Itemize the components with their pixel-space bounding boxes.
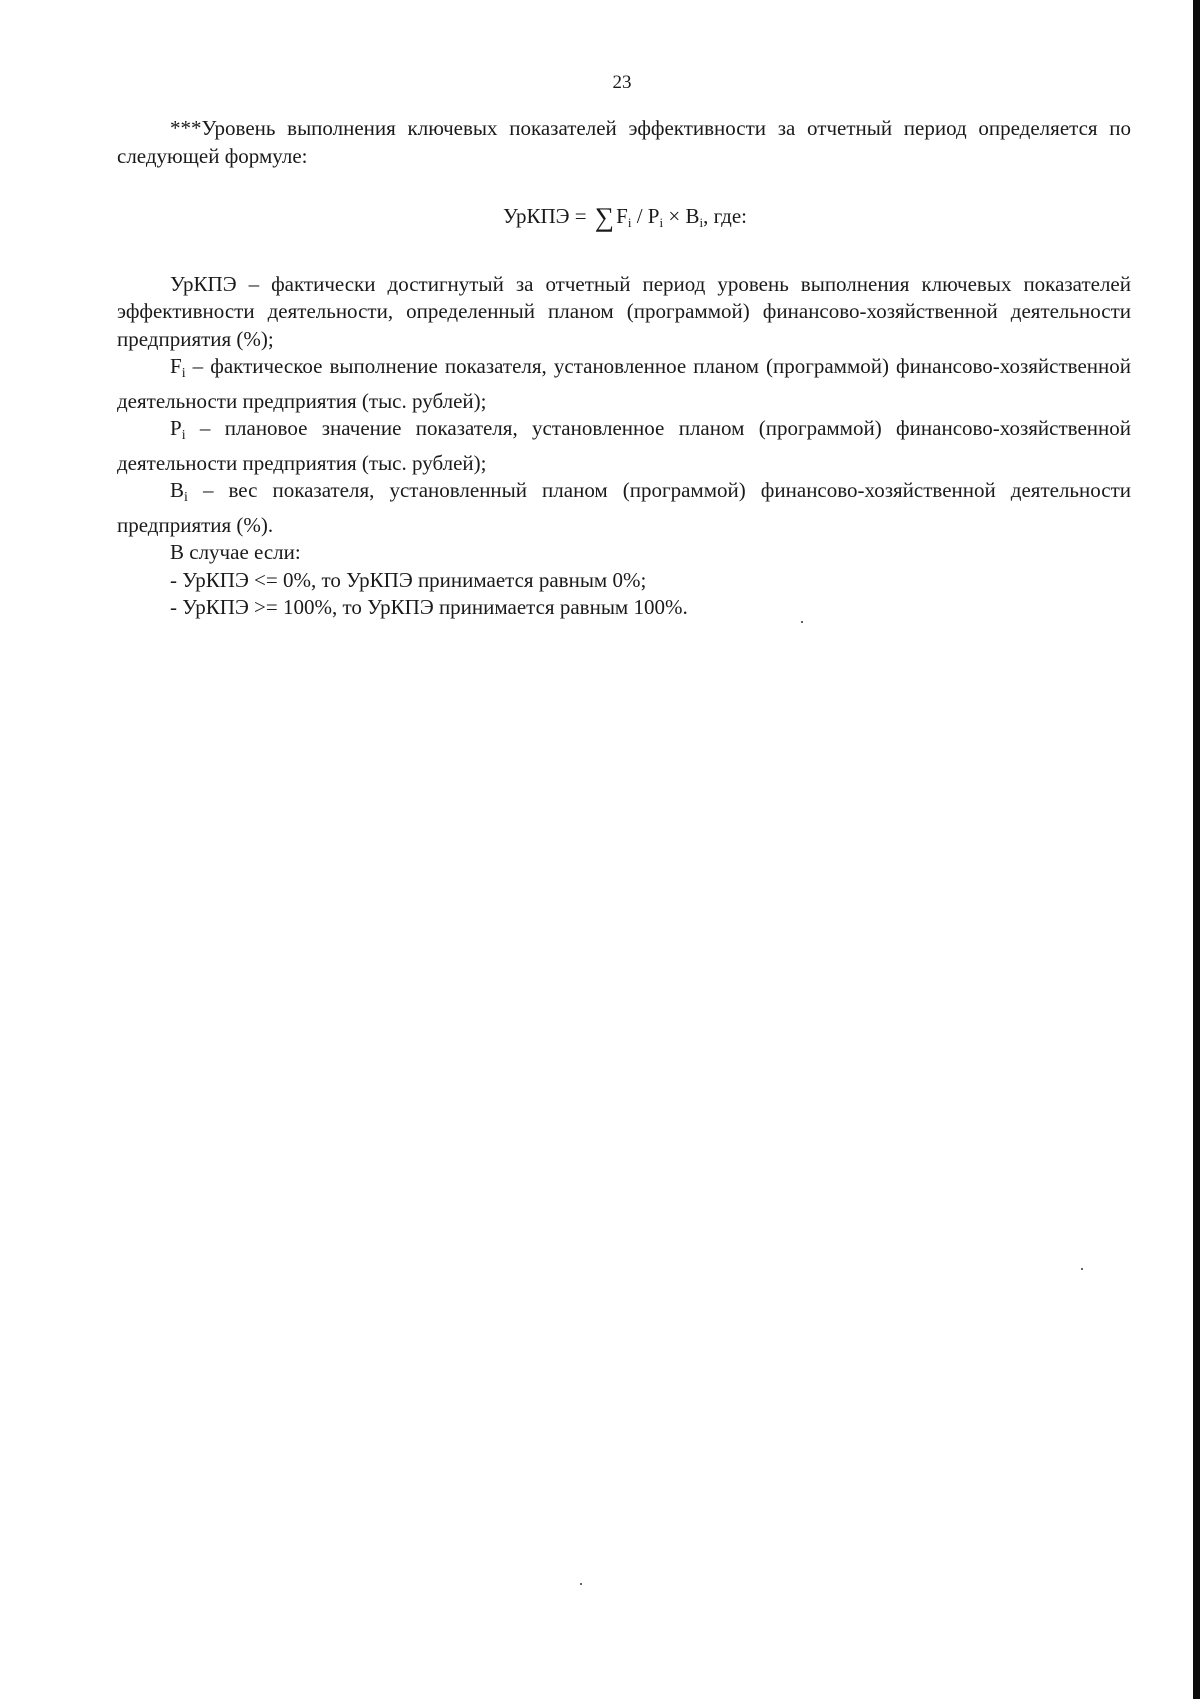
formula-lhs: УрКПЭ [502, 204, 570, 228]
scan-speck [801, 621, 803, 623]
definition-text: – фактически достигнутый за отчетный период уровень выполнения ключевых показателей эффективности деятельности, определенный планом (программой) финансово-хозяйственной деятельности предприятия (%); [117, 271, 1131, 351]
term-letter: F [170, 354, 182, 378]
definition-text: – фактическое выполнение показателя, установленное планом (программой) финансово-хозяйственной деятельности предприятия (тыс. рублей); [117, 354, 1131, 413]
definition-fi [117, 353, 1131, 415]
definition-bi [117, 477, 1131, 539]
definition-pi [117, 415, 1131, 477]
definition-term: УрКПЭ [170, 271, 237, 296]
definition-text: – плановое значение показателя, установленное планом (программой) финансово-хозяйственной деятельности предприятия (тыс. рублей); [117, 416, 1131, 475]
definition-term [170, 354, 186, 381]
formula-p-index: i [659, 215, 664, 230]
formula-equals: = [574, 204, 587, 228]
term-letter: B [170, 478, 185, 502]
formula-tail: , где: [703, 204, 748, 228]
term-index: i [184, 490, 188, 505]
definition-urkpe [117, 271, 1131, 354]
formula-f-index: i [627, 215, 632, 230]
condition-intro: В случае если: [170, 540, 301, 564]
term-index: i [181, 428, 186, 443]
formula-times: × [663, 204, 686, 228]
document-body [117, 115, 1131, 622]
formula-divide: / [631, 204, 648, 228]
condition-item: - УрКПЭ >= 100%, то УрКПЭ принимается равным 100%. [170, 595, 688, 619]
scan-speck [1081, 1268, 1083, 1270]
condition-item: - УрКПЭ <= 0%, то УрКПЭ принимается равным 0%; [170, 567, 647, 592]
definition-term [170, 416, 186, 443]
formula-p: P [647, 204, 660, 228]
definition-term [170, 478, 188, 505]
formula-b: B [685, 204, 700, 228]
formula-f: F [616, 204, 628, 228]
scan-edge [1193, 0, 1200, 1699]
term-letter: P [170, 416, 182, 440]
formula [117, 203, 1131, 237]
scan-speck [580, 1583, 582, 1585]
formula-b-index: i [699, 215, 704, 230]
intro-paragraph: ***Уровень выполнения ключевых показателей эффективности за отчетный период определяется по следующей формуле: [117, 116, 1131, 168]
definition-text: – вес показателя, установленный планом (программой) финансово-хозяйственной деятельности предприятия (%). [117, 478, 1131, 537]
term-index: i [181, 366, 186, 381]
sum-symbol: ∑ [594, 202, 615, 232]
page-number: 23 [612, 72, 632, 93]
